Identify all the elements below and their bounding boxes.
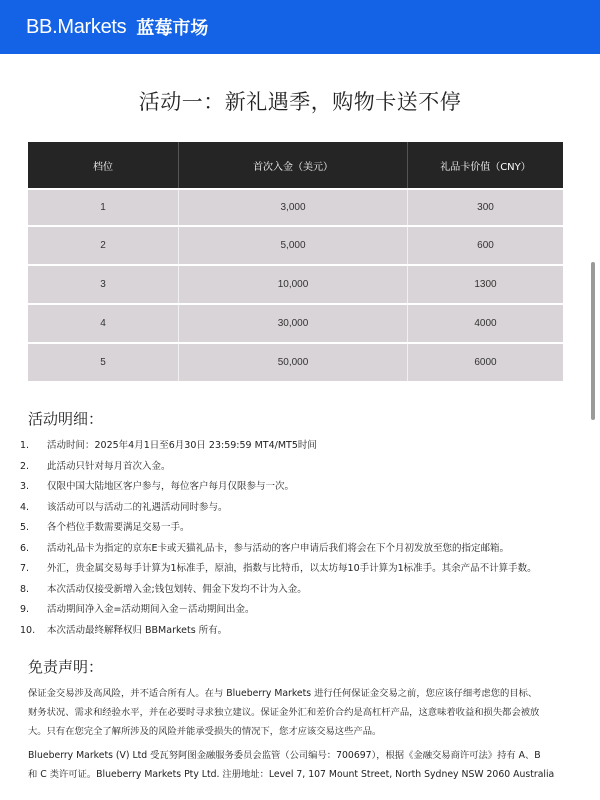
list-item-text: 仅限中国大陆地区客户参与，每位客户每月仅限参与一次。 [47,481,295,492]
details-heading: 活动明细： [28,410,104,428]
list-item [20,580,580,601]
scrollbar-thumb[interactable] [591,262,595,420]
paragraph-line: 保证金交易涉及高风险，并不适合所有人。在与 Blueberry Markets 进行任何保证金交易之前，您应该仔细考虑您的目标、 [28,688,538,699]
list-item [20,559,580,580]
deposit-cell: 30,000 [178,305,407,342]
tier-cell: 1 [100,202,106,213]
page-title: 活动一：新礼遇季，购物卡送不停 [138,90,462,114]
list-item-text: 活动期间净入金=活动期间入金－活动期间出金。 [47,604,255,615]
list-item-number: 4. [20,501,30,513]
tier-cell: 2 [100,240,106,251]
paragraph-line: 和 C 类许可证。Blueberry Markets Pty Ltd. 注册地址：Level 7, 107 Mount Street, North Sydney NSW 2060 Australia [28,769,555,780]
giftcard-cell: 600 [407,227,563,264]
list-item [20,600,580,621]
list-item-number: 9. [20,604,30,615]
list-item-number: 8. [20,583,30,595]
list-item-number: 7. [20,563,30,574]
tier-cell: 3 [100,279,106,290]
deposit-cell: 5,000 [178,227,407,264]
list-item-text: 该活动可以与活动二的礼遇活动同时参与。 [47,501,228,513]
giftcard-cell: 1300 [407,266,563,303]
list-item-number: 3. [20,481,30,492]
list-item [20,518,580,539]
tier-cell: 4 [100,318,106,329]
column-header-deposit: 首次入金（美元） [178,142,407,188]
list-item-text: 活动礼品卡为指定的京东E卡或天猫礼品卡，参与活动的客户申请后我们将会在下个月初发放至您的指定邮箱。 [47,542,510,554]
list-item [20,436,580,457]
deposit-cell: 3,000 [178,190,407,225]
list-item-number: 10. [20,624,36,636]
list-item [20,621,580,642]
disclaimer-paragraph-risk [28,684,580,741]
deposit-cell: 10,000 [178,266,407,303]
tier-cell: 5 [100,357,106,368]
brand-logo-text[interactable]: BB.Markets [26,15,127,38]
list-item [20,477,580,498]
column-header-tier: 档位 [93,161,113,173]
list-item-number: 1. [20,440,30,451]
list-item-text: 各个档位手数需要满足交易一手。 [47,522,190,533]
column-header-giftcard: 礼品卡价值（CNY） [407,142,563,188]
list-item-text: 活动时间：2025年4月1日至6月30日 23:59:59 MT4/MT5时间 [47,440,317,451]
table-row [28,188,563,225]
list-item [20,457,580,478]
list-item-text: 本次活动仅接受新增入金;钱包划转、佣金下发均不计为入金。 [47,583,307,595]
table-row [28,342,563,381]
giftcard-cell: 6000 [407,344,563,381]
disclaimer-heading: 免责声明： [28,658,104,676]
brand-chinese-name: 蓝莓市场 [136,18,209,39]
paragraph-line: 财务状况、需求和经验水平，并在必要时寻求独立建议。保证金外汇和差价合约是高杠杆产品，这意味着收益和损失都会被放 [28,707,540,718]
table-row [28,225,563,264]
tier-table [28,142,563,381]
table-row [28,264,563,303]
table-row [28,303,563,342]
list-item-text: 本次活动最终解释权归 BBMarkets 所有。 [47,624,228,636]
giftcard-cell: 4000 [407,305,563,342]
table-header-row [28,142,563,188]
giftcard-cell: 300 [407,190,563,225]
list-item-number: 2. [20,460,30,472]
header-bar [0,0,600,54]
list-item-text: 外汇，贵金属交易每手计算为1标准手，原油，指数与比特币，以太坊每10手计算为1标准手。其余产品不计算手数。 [47,563,537,574]
list-item [20,539,580,560]
list-item [20,498,580,519]
paragraph-line: 大。只有在您完全了解所涉及的风险并能承受损失的情况下，您才应该交易这些产品。 [28,726,382,737]
disclaimer-paragraph-regulation [28,746,580,784]
list-item-text: 此活动只针对每月首次入金。 [47,460,171,472]
deposit-cell: 50,000 [178,344,407,381]
list-item-number: 6. [20,542,30,554]
paragraph-line: Blueberry Markets (V) Ltd 受瓦努阿图金融服务委员会监管（公司编号：700697），根据《金融交易商许可法》持有 A、B [28,750,541,761]
details-list [20,436,580,641]
list-item-number: 5. [20,522,30,533]
